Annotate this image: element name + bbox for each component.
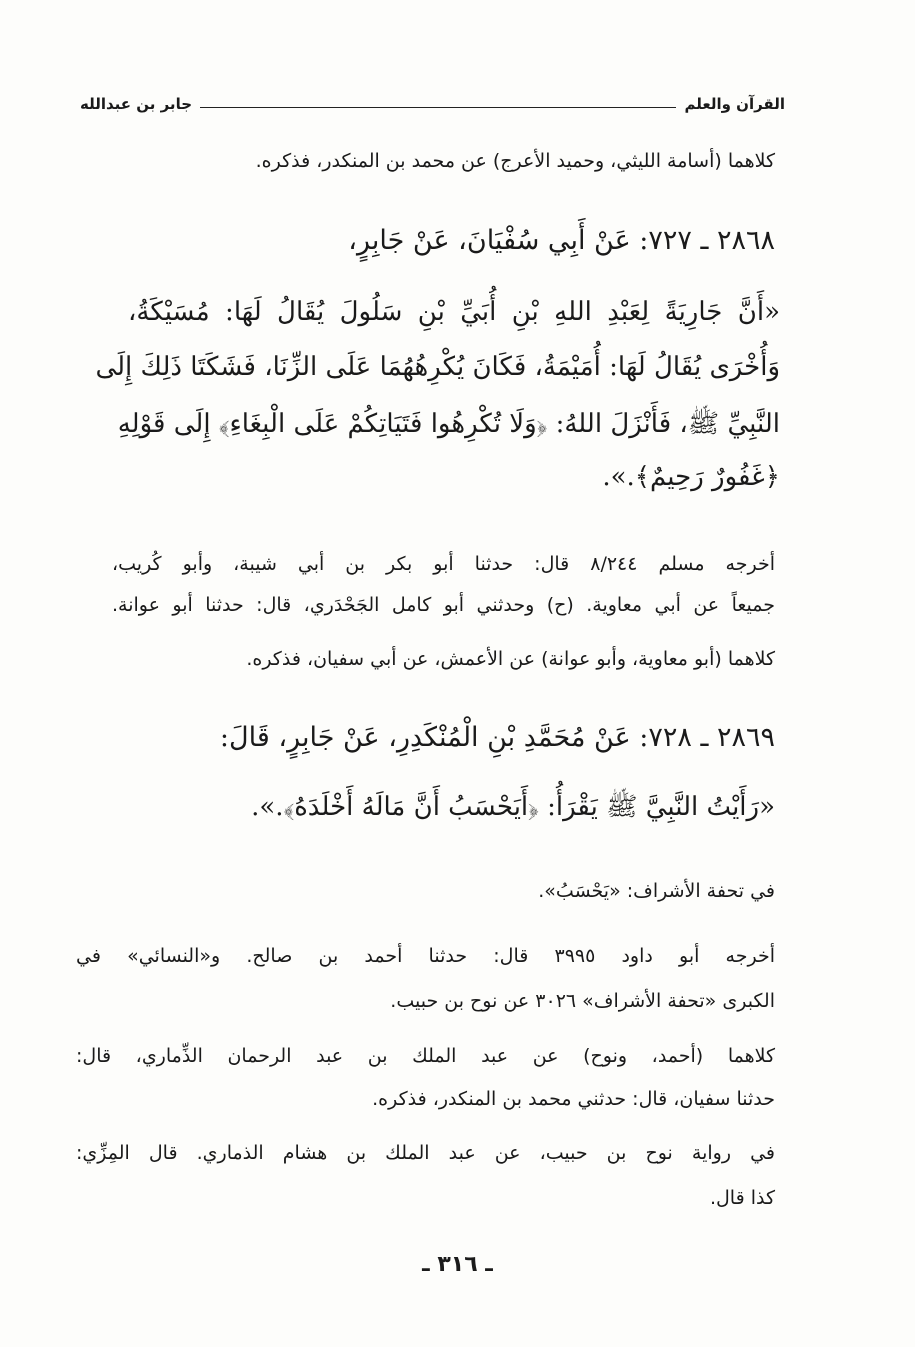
takhrij-line: جميعاً عن أبي معاوية. (ح) وحدثني أبو كامل الجَحْدَري، قال: حدثنا أبو عوانة.: [112, 594, 775, 616]
note-line: في تحفة الأشراف: «يَحْسَبُ».: [538, 880, 775, 902]
takhrij-line: الكبرى «تحفة الأشراف» ٣٠٢٦ عن نوح بن حبيب.: [390, 990, 775, 1012]
takhrij-line: في رواية نوح بن حبيب، عن عبد الملك بن هشام الذماري. قال المِزِّي:: [76, 1142, 775, 1164]
hadith-matn-line: وَأُخْرَى يُقَالُ لَهَا: أُمَيْمَةُ، فَكَانَ يُكْرِهُهُمَا عَلَى الزِّنَا، فَشَكَتَا ذَلِكَ إِلَى: [95, 352, 780, 382]
page-number: ـ ٣١٦ ـ: [422, 1252, 493, 1277]
header-left-title: جابر بن عبدالله: [80, 95, 193, 113]
takhrij-line: أخرجه مسلم ٨/٢٤٤ قال: حدثنا أبو بكر بن أبي شيبة، وأبو كُريب،: [112, 553, 775, 575]
hadith-matn-line: «رَأَيْتُ النَّبِيَّ ﷺ يَقْرَأُ: ﴿أَيَحْسَبُ أَنَّ مَالَهُ أَخْلَدَهُ﴾.».: [251, 792, 775, 822]
hadith-heading-2868: ٢٨٦٨ ـ ٧٢٧: عَنْ أَبِي سُفْيَانَ، عَنْ جَابِرٍ،: [348, 225, 775, 256]
hadith-matn-line: ﴿غَفُورٌ رَحِيمٌ﴾.».: [602, 462, 780, 492]
takhrij-line: حدثنا سفيان، قال: حدثني محمد بن المنكدر، فذكره.: [372, 1088, 775, 1110]
takhrij-line: أخرجه أبو داود ٣٩٩٥ قال: حدثنا أحمد بن صالح. و«النسائي» في: [76, 945, 775, 967]
hadith-heading-2869: ٢٨٦٩ ـ ٧٢٨: عَنْ مُحَمَّدِ بْنِ الْمُنْكَدِرِ، عَنْ جَابِرٍ، قَالَ:: [219, 722, 775, 753]
running-header: [80, 95, 785, 113]
takhrij-line: كلاهما (أحمد، ونوح) عن عبد الملك بن عبد الرحمان الذِّماري، قال:: [76, 1045, 775, 1067]
hadith-matn-line: النَّبِيِّ ﷺ، فَأَنْزَلَ اللهُ: ﴿وَلَا تُكْرِهُوا فَتَيَاتِكُمْ عَلَى الْبِغَاءِ﴾ إِلَى قَوْلِهِ: [117, 409, 780, 439]
text-line: كلاهما (أسامة الليثي، وحميد الأعرج) عن محمد بن المنكدر، فذكره.: [255, 150, 775, 172]
header-right-title: القرآن والعلم: [684, 95, 785, 113]
takhrij-line: كلاهما (أبو معاوية، وأبو عوانة) عن الأعمش، عن أبي سفيان، فذكره.: [246, 648, 775, 670]
header-rule: [200, 107, 676, 108]
hadith-matn-line: «أَنَّ جَارِيَةً لِعَبْدِ اللهِ بْنِ أُبَيِّ بْنِ سَلُولَ يُقَالُ لَهَا: مُسَيْكَةُ،: [128, 297, 780, 327]
takhrij-line: كذا قال.: [709, 1187, 775, 1209]
